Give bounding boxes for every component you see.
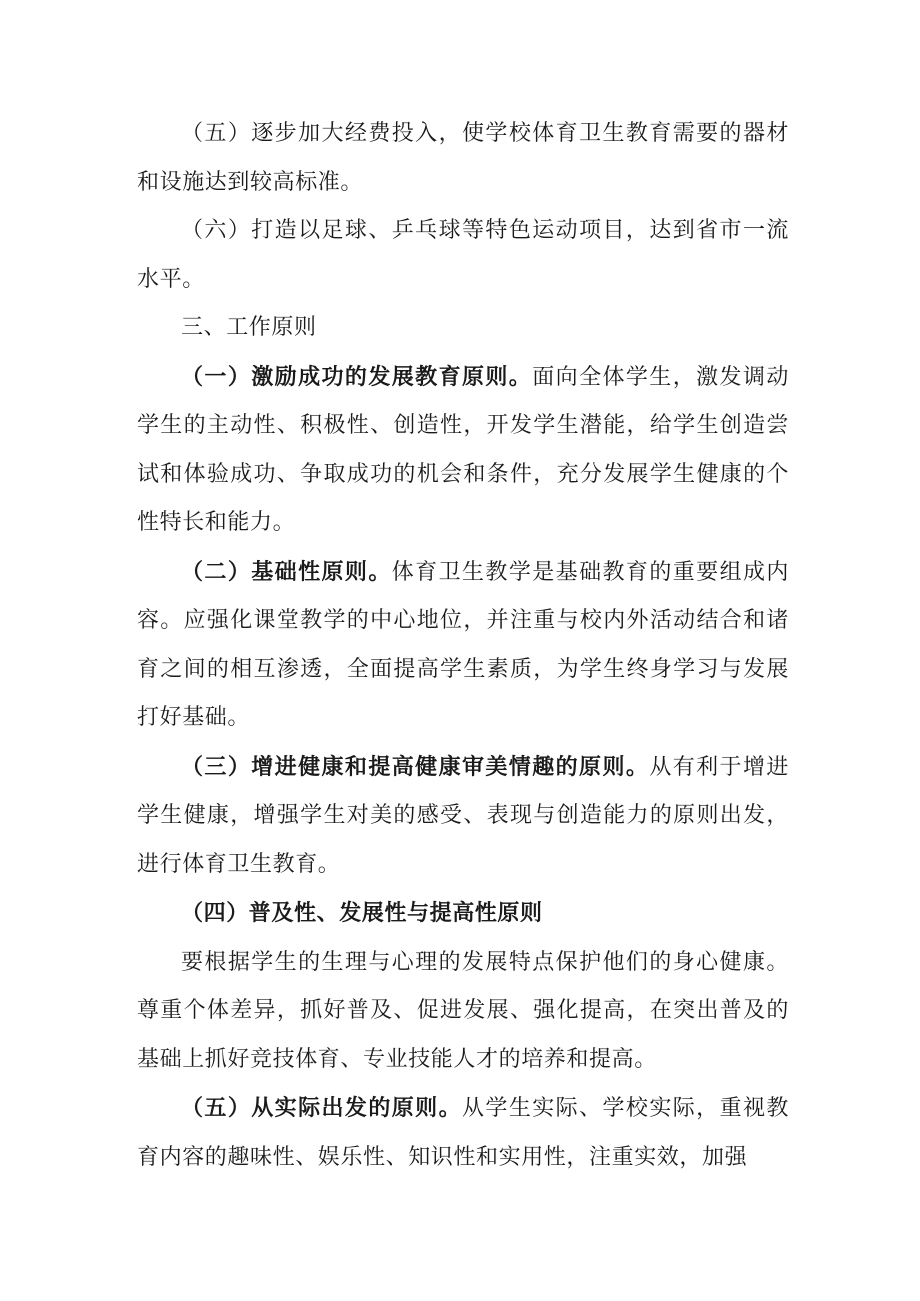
- principle-title: （三）增进健康和提高健康审美情趣的原则。: [181, 753, 650, 780]
- principle-title: （一）激励成功的发展教育原则。: [181, 363, 533, 390]
- paragraph-principle-popularization-body: [137, 939, 789, 1085]
- paragraph-text: （六）打造以足球、乒乓球等特色运动项目，达到省市一流水平。: [137, 218, 789, 292]
- paragraph-text: 要根据学生的生理与心理的发展特点保护他们的身心健康。尊重个体差异，抓好普及、促进发展、强化提高，在突出普及的基础上抓好竞技体育、专业技能人才的培养和提高。: [137, 949, 789, 1072]
- paragraph-text: （五）逐步加大经费投入，使学校体育卫生教育需要的器材和设施达到较高标准。: [137, 121, 789, 195]
- principle-title: （四）普及性、发展性与提高性原则: [181, 900, 543, 926]
- principle-title: （五）从实际出发的原则。: [181, 1095, 462, 1121]
- paragraph-text: 从学生实际、学校实际，重视教育内容的趣味性、娱乐性、知识性和实用性，注重实效，加强: [137, 1096, 790, 1170]
- document-body: [137, 110, 789, 1182]
- paragraph-principle-foundation: [137, 548, 789, 743]
- paragraph-featured-sports: [137, 207, 789, 304]
- paragraph-principle-success: [137, 353, 789, 548]
- section-heading-work-principles: [137, 304, 789, 353]
- section-heading-text: 三、工作原则: [181, 315, 317, 340]
- principle-title: （二）基础性原则。: [181, 558, 392, 585]
- paragraph-text: 从有利于增进学生健康，增强学生对美的感受、表现与创造能力的原则出发，进行体育卫生教育。: [137, 754, 789, 877]
- paragraph-principle-health-aesthetics: [137, 743, 789, 890]
- paragraph-principle-practical: [137, 1084, 789, 1182]
- paragraph-funding-investment: [137, 110, 789, 207]
- paragraph-principle-popularization-heading: [137, 889, 789, 939]
- paragraph-text: 面向全体学生，激发调动学生的主动性、积极性、创造性，开发学生潜能，给学生创造尝试和体验成功、争取成功的机会和条件，充分发展学生健康的个性特长和能力。: [137, 364, 789, 535]
- paragraph-text: 体育卫生教学是基础教育的重要组成内容。应强化课堂教学的中心地位，并注重与校内外活动结合和诸育之间的相互渗透，全面提高学生素质，为学生终身学习与发展打好基础。: [137, 559, 790, 730]
